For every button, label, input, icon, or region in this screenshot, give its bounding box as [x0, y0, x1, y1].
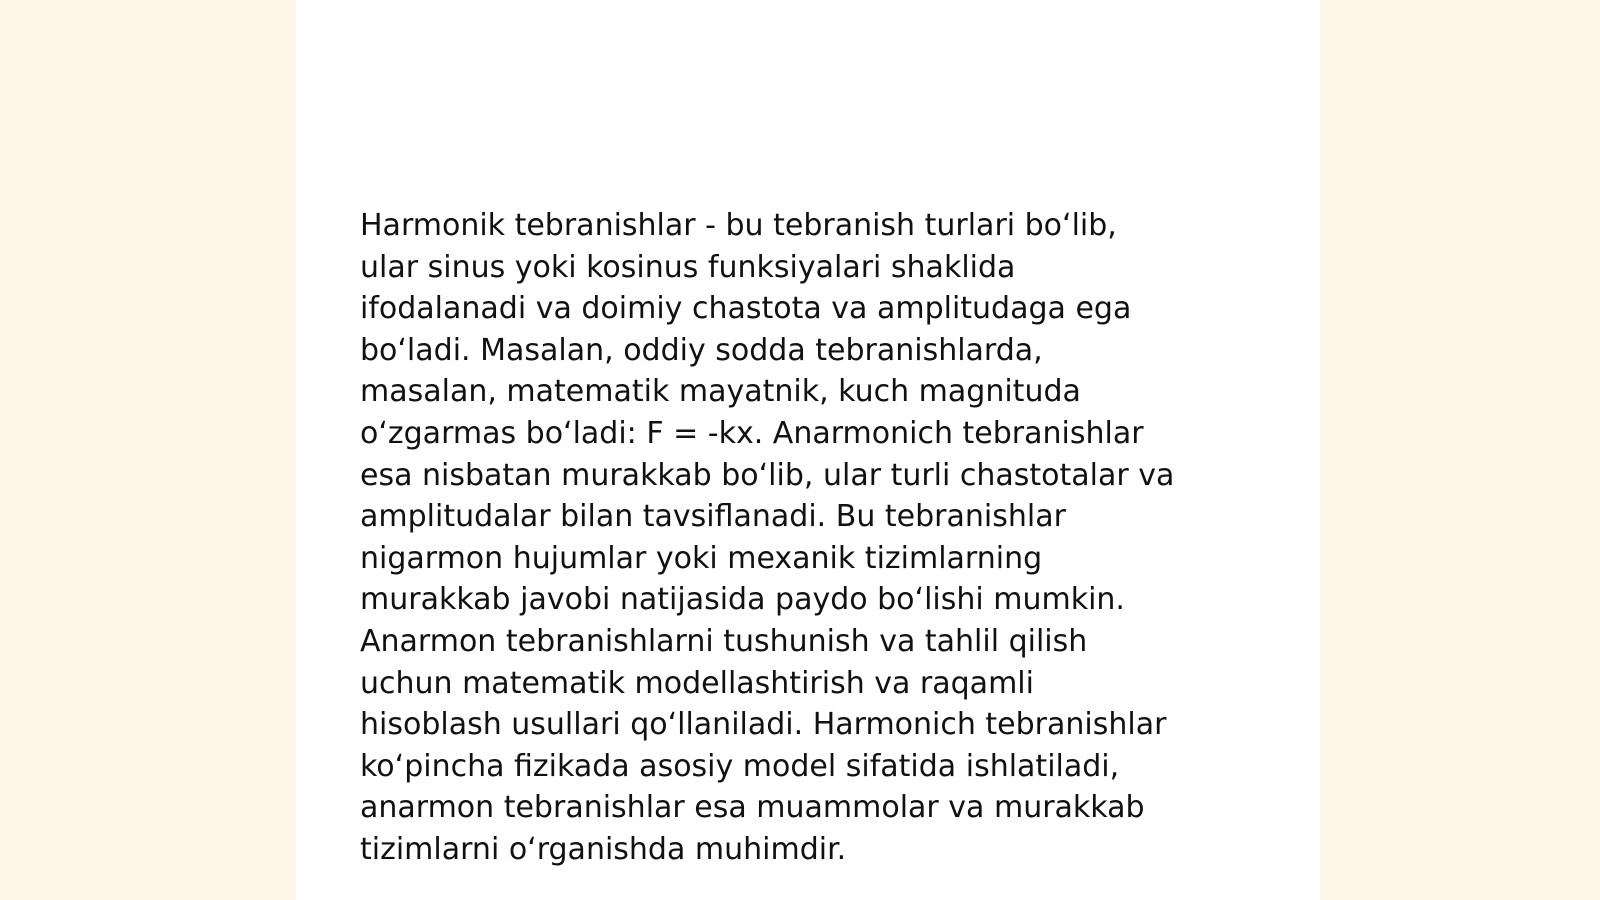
paragraph-line: ular sinus yoki kosinus funksiyalari shaklida: [360, 249, 1016, 285]
paragraph-line: amplitudalar bilan tavsiflanadi. Bu tebranishlar: [360, 499, 1066, 535]
paragraph-line: tizimlarni o‘rganishda muhimdir.: [360, 831, 847, 867]
paragraph-line: Anarmon tebranishlarni tushunish va tahlil qilish: [360, 623, 1088, 659]
document-page: [296, 0, 1320, 900]
body-paragraph: [360, 205, 1260, 871]
paragraph-line: nigarmon hujumlar yoki mexanik tizimlarning: [360, 540, 1043, 576]
paragraph-line: uchun matematik modellashtirish va raqamli: [360, 665, 1034, 701]
paragraph-line: ko‘pincha fizikada asosiy model sifatida ishlatiladi,: [360, 748, 1120, 784]
paragraph-line: anarmon tebranishlar esa muammolar va murakkab: [360, 790, 1145, 826]
paragraph-line: hisoblash usullari qo‘llaniladi. Harmonich tebranishlar: [360, 707, 1167, 743]
paragraph-line: esa nisbatan murakkab bo‘lib, ular turli chastotalar va: [360, 457, 1175, 493]
paragraph-line: Harmonik tebranishlar - bu tebranish turlari bo‘lib,: [360, 208, 1117, 243]
paragraph-line: o‘zgarmas bo‘ladi: F = -kx. Anarmonich tebranishlar: [360, 415, 1144, 451]
paragraph-line: ifodalanadi va doimiy chastota va amplitudaga ega: [360, 291, 1132, 327]
paragraph-line: murakkab javobi natijasida paydo bo‘lishi mumkin.: [360, 582, 1125, 618]
paragraph-line: bo‘ladi. Masalan, oddiy sodda tebranishlarda,: [360, 332, 1043, 368]
paragraph-line: masalan, matematik mayatnik, kuch magnituda: [360, 374, 1081, 410]
